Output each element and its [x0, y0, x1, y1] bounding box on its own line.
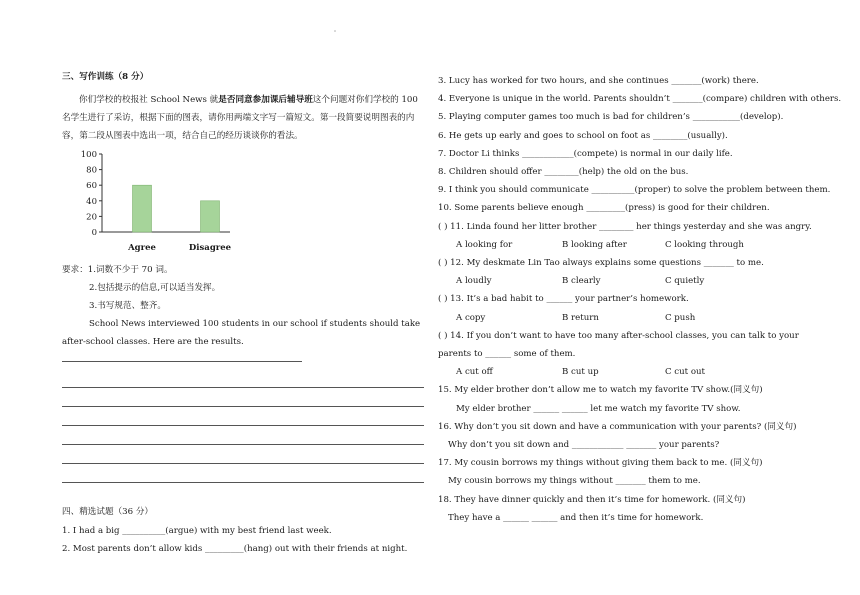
question-11-options — [438, 236, 818, 254]
question-13-options — [438, 309, 818, 327]
essay-line-1[interactable] — [62, 369, 424, 388]
option-c: C quietly — [665, 276, 705, 287]
option-b: B cut up — [562, 367, 599, 378]
option-a: A cut off — [456, 367, 493, 378]
top-mark: ˙ — [333, 30, 337, 39]
essay-line-6[interactable] — [62, 464, 424, 483]
option-b: B clearly — [562, 276, 601, 287]
question-16-rewrite: Why don’t you sit down and ____________ _______ your parents? — [448, 440, 720, 451]
option-c: C cut out — [665, 367, 706, 378]
question-12-options — [438, 272, 818, 290]
essay-inline-blank[interactable] — [62, 352, 302, 362]
y-tick-label: 40 — [86, 197, 97, 208]
question-15: 15. My elder brother don’t allow me to watch my favorite TV show.(同义句) — [438, 385, 763, 396]
intro-bold: 是否同意参加课后辅导班 — [218, 95, 313, 106]
question-17-rewrite: My cousin borrows my things without _______ them to me. — [448, 476, 701, 487]
question-14: ( ) 14. If you don’t want to have too many after-school classes, you can talk to your parents to ______ some of them. — [438, 330, 799, 360]
section4 — [62, 503, 424, 558]
question-4: 4. Everyone is unique in the world. Parents shouldn’t _______(compare) children with others. — [438, 94, 842, 105]
intro-pre: 你们学校的校报社 School News 就 — [79, 95, 219, 106]
y-tick-label: 60 — [86, 181, 97, 192]
question-9: 9. I think you should communicate __________(proper) to solve the problem between them. — [438, 185, 831, 196]
essay-start-text: School News interviewed 100 students in our school if students should take after-school classes. Here are the results. — [62, 319, 421, 348]
y-tick-label: 80 — [86, 165, 97, 176]
requirement-3: 3.书写规范、整齐。 — [89, 301, 166, 312]
requirements-label: 要求：1.词数不少于 70 词。 — [62, 265, 173, 276]
section3-intro — [62, 91, 424, 145]
question-8: 8. Children should offer ________(help) the old on the bus. — [438, 167, 689, 178]
option-a: A copy — [456, 312, 486, 323]
bar-chart — [62, 149, 262, 261]
bar-agree — [133, 186, 152, 233]
option-a: A looking for — [456, 239, 513, 250]
right-column — [438, 72, 842, 527]
question-13: ( ) 13. It’s a bad habit to ______ your partner’s homework. — [438, 294, 689, 305]
question-12: ( ) 12. My deskmate Lin Tao always explains some questions _______ to me. — [438, 258, 764, 269]
question-6: 6. He gets up early and goes to school on foot as ________(usually). — [438, 130, 728, 141]
section4-heading: 四、精选试题（36 分） — [62, 507, 154, 518]
y-tick-label: 100 — [80, 150, 97, 161]
option-c: C push — [665, 312, 696, 323]
essay-start — [62, 315, 424, 369]
category-label: Agree — [128, 243, 156, 254]
question-2: 2. Most parents don’t allow kids _________(hang) out with their friends at night. — [62, 543, 408, 554]
bar-chart-svg — [62, 149, 262, 261]
essay-line-3[interactable] — [62, 407, 424, 426]
question-18-rewrite: They have a ______ ______ and then it’s time for homework. — [448, 512, 704, 523]
y-tick-label: 0 — [91, 228, 97, 239]
essay-line-5[interactable] — [62, 445, 424, 464]
question-3: 3. Lucy has worked for two hours, and she continues _______(work) there. — [438, 76, 759, 86]
category-label: Disagree — [188, 243, 232, 254]
essay-line-4[interactable] — [62, 426, 424, 445]
option-b: B return — [562, 312, 599, 323]
question-7: 7. Doctor Li thinks ____________(compete) is normal in our daily life. — [438, 148, 733, 159]
left-column — [62, 72, 424, 558]
option-a: A loudly — [456, 276, 492, 287]
question-15-rewrite: My elder brother ______ ______ let me watch my favorite TV show. — [456, 403, 741, 414]
bar-disagree — [201, 201, 220, 232]
requirement-2: 2.包括提示的信息,可以适当发挥。 — [89, 283, 221, 294]
essay-line-2[interactable] — [62, 388, 424, 407]
question-11: ( ) 11. Linda found her litter brother ________ her things yesterday and she was angry. — [438, 221, 812, 232]
y-tick-label: 20 — [86, 212, 97, 223]
option-c: C looking through — [665, 239, 744, 250]
question-18: 18. They have dinner quickly and then it’s time for homework. (同义句) — [438, 494, 746, 505]
question-16: 16. Why don’t you sit down and have a communication with your parents? (同义句) — [438, 421, 797, 432]
intro-post: 这个问题对你们学校的 100 名学生进行了采访，根据下面的图表，请你用两端文字写一篇短文。第一段简要说明图表的内容，第二段从图表中选出一项，结合自己的经历谈谈你的看法。 — [62, 95, 418, 142]
question-5: 5. Playing computer games too much is bad for children’s ___________(develop). — [438, 112, 784, 123]
section3-heading: 三、写作训练（8 分） — [62, 72, 149, 82]
question-17: 17. My cousin borrows my things without giving them back to me. (同义句) — [438, 458, 763, 469]
option-b: B looking after — [562, 239, 627, 250]
question-10: 10. Some parents believe enough _________(press) is good for their children. — [438, 203, 770, 214]
question-1: 1. I had a big __________(argue) with my best friend last week. — [62, 525, 332, 536]
question-14-options — [438, 363, 818, 381]
